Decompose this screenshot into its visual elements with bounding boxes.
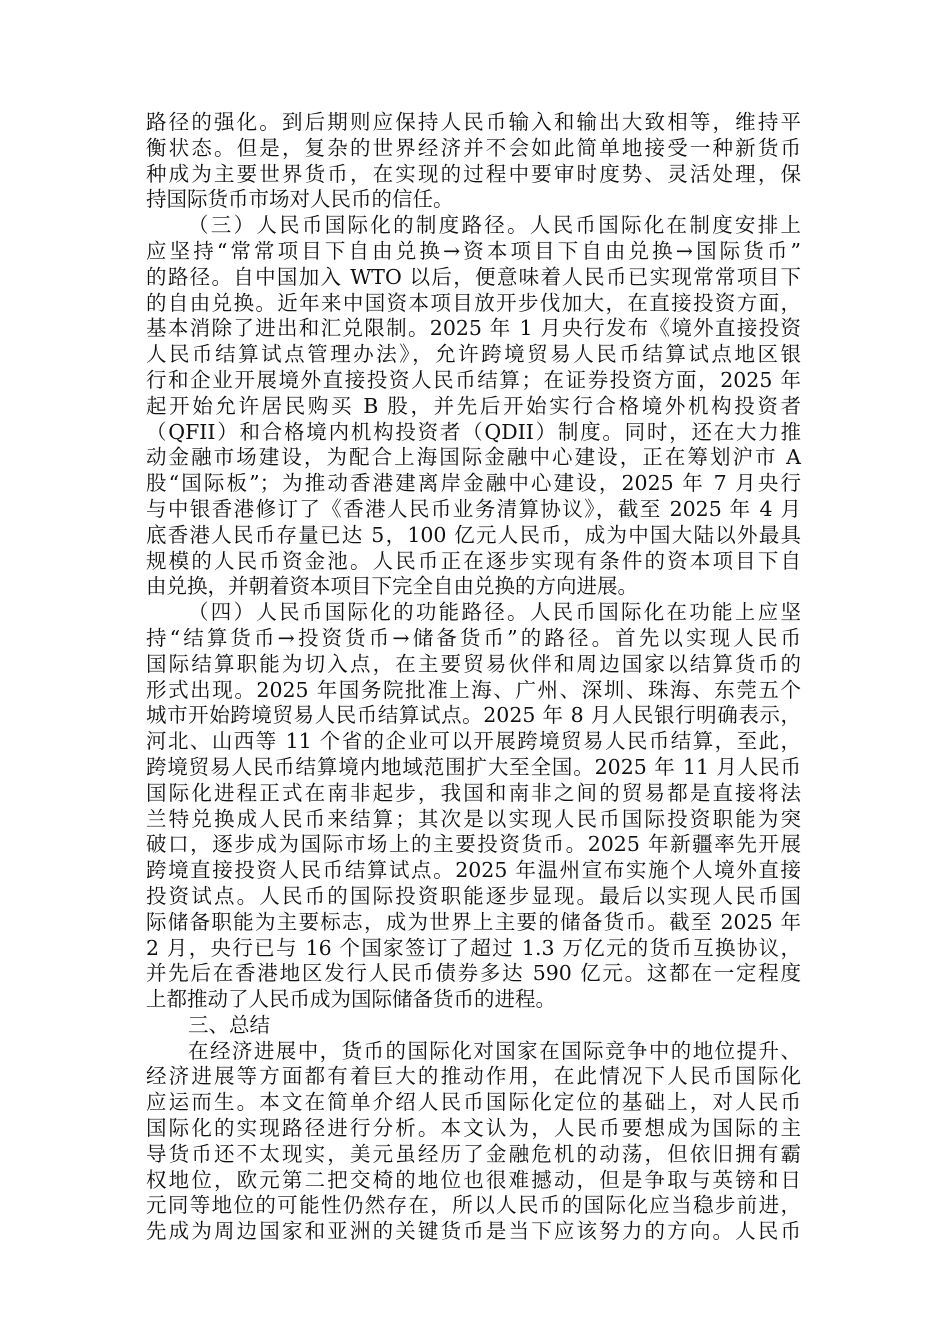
text-line: 衡状态。但是，复杂的世界经济并不会如此简单地接受一种新货币 xyxy=(146,135,801,160)
text-line: 行和企业开展境外直接投资人民币结算；在证券投资方面，2025 年 xyxy=(146,367,801,392)
paragraph-continuation xyxy=(146,110,801,213)
text-line: 基本消除了进出和汇兑限制。2025 年 1 月央行发布《境外直接投资 xyxy=(146,316,801,341)
text-line: 规模的人民币资金池。人民币正在逐步实现有条件的资本项目下自 xyxy=(146,548,801,573)
text-line: 国际结算职能为切入点，在主要贸易伙伴和周边国家以结算货币的 xyxy=(146,651,801,676)
paragraph-institution-path xyxy=(146,213,801,600)
text-line: 国际化进程正式在南非起步，我国和南非之间的贸易都是直接将法 xyxy=(146,780,801,805)
text-line: 股“国际板”；为推动香港建离岸金融中心建设，2025 年 7 月央行 xyxy=(146,471,801,496)
text-line: 导货币还不太现实，美元虽经历了金融危机的动荡，但依旧拥有霸 xyxy=(146,1141,801,1166)
text-line: 并先后在香港地区发行人民币债券多达 590 亿元。这都在一定程度 xyxy=(146,961,801,986)
text-line: 与中银香港修订了《香港人民币业务清算协议》，截至 2025 年 4 月 xyxy=(146,496,801,521)
text-line: 权地位，欧元第二把交椅的地位也很难撼动，但是争取与英镑和日 xyxy=(146,1167,801,1192)
text-line: 河北、山西等 11 个省的企业可以开展跨境贸易人民币结算，至此， xyxy=(146,729,801,754)
paragraph-summary xyxy=(146,1039,801,1245)
text-line: 元同等地位的可能性仍然存在，所以人民币的国际化应当稳步前进， xyxy=(146,1193,801,1218)
text-line: 2 月，央行已与 16 个国家签订了超过 1.3 万亿元的货币互换协议， xyxy=(146,935,801,960)
text-line: 持“结算货币→投资货币→储备货币”的路径。首先以实现人民币 xyxy=(146,625,801,650)
text-line: （QFII）和合格境内机构投资者（QDII）制度。同时，还在大力推 xyxy=(146,419,801,444)
text-line: 跨境直接投资人民币结算试点。2025 年温州宣布实施个人境外直接 xyxy=(146,858,801,883)
text-line: 种成为主要世界货币，在实现的过程中要审时度势、灵活处理，保 xyxy=(146,161,801,186)
section-heading: 三、总结 xyxy=(188,1012,270,1037)
text-line: 的自由兑换。近年来中国资本项目放开步伐加大，在直接投资方面， xyxy=(146,290,801,315)
text-line: 持国际货币市场对人民币的信任。 xyxy=(146,187,454,212)
text-line: 跨境贸易人民币结算境内地域范围扩大至全国。2025 年 11 月人民币 xyxy=(146,754,801,779)
text-line: 动金融市场建设，为配合上海国际金融中心建设，正在筹划沪市 A xyxy=(146,445,801,470)
text-line: 经济进展等方面都有着巨大的推动作用，在此情况下人民币国际化 xyxy=(146,1064,801,1089)
text-line: 形式出现。2025 年国务院批准上海、广州、深圳、珠海、东莞五个 xyxy=(146,677,801,702)
text-line: 底香港人民币存量已达 5，100 亿元人民币，成为中国大陆以外最具 xyxy=(146,522,801,547)
text-line: 际储备职能为主要标志，成为世界上主要的储备货币。截至 2025 年 xyxy=(146,909,801,934)
text-line: 路径的强化。到后期则应保持人民币输入和输出大致相等，维持平 xyxy=(146,110,801,134)
text-line: 起开始允许居民购买 B 股，并先后开始实行合格境外机构投资者 xyxy=(146,393,801,418)
text-line: 应坚持“常常项目下自由兑换→资本项目下自由兑换→国际货币” xyxy=(146,238,801,263)
text-line: 由兑换，并朝着资本项目下完全自由兑换的方向进展。 xyxy=(146,574,638,599)
paragraph-function-path xyxy=(146,600,801,1013)
document-page xyxy=(146,110,801,1245)
text-line: （三）人民币国际化的制度路径。人民币国际化在制度安排上 xyxy=(188,213,801,238)
text-line: 投资试点。人民币的国际投资职能逐步显现。最后以实现人民币国 xyxy=(146,883,801,908)
text-line: （四）人民币国际化的功能路径。人民币国际化在功能上应坚 xyxy=(188,600,801,625)
text-line: 破口，逐步成为国际市场上的主要投资货币。2025 年新疆率先开展 xyxy=(146,832,801,857)
text-line: 兰特兑换成人民币来结算；其次是以实现人民币国际投资职能为突 xyxy=(146,806,801,831)
text-line: 应运而生。本文在简单介绍人民币国际化定位的基础上，对人民币 xyxy=(146,1090,801,1115)
text-line: 先成为周边国家和亚洲的关键货币是当下应该努力的方向。人民币 xyxy=(146,1219,801,1244)
text-line: 城市开始跨境贸易人民币结算试点。2025 年 8 月人民银行明确表示， xyxy=(146,703,801,728)
text-line: 国际化的实现路径进行分析。本文认为，人民币要想成为国际的主 xyxy=(146,1116,801,1141)
text-line: 上都推动了人民币成为国际储备货币的进程。 xyxy=(146,987,556,1012)
text-line: 人民币结算试点管理办法》，允许跨境贸易人民币结算试点地区银 xyxy=(146,342,801,367)
text-line: 的路径。自中国加入 WTO 以后，便意味着人民币已实现常常项目下 xyxy=(146,264,801,289)
text-line: 在经济进展中，货币的国际化对国家在国际竞争中的地位提升、 xyxy=(188,1038,801,1063)
